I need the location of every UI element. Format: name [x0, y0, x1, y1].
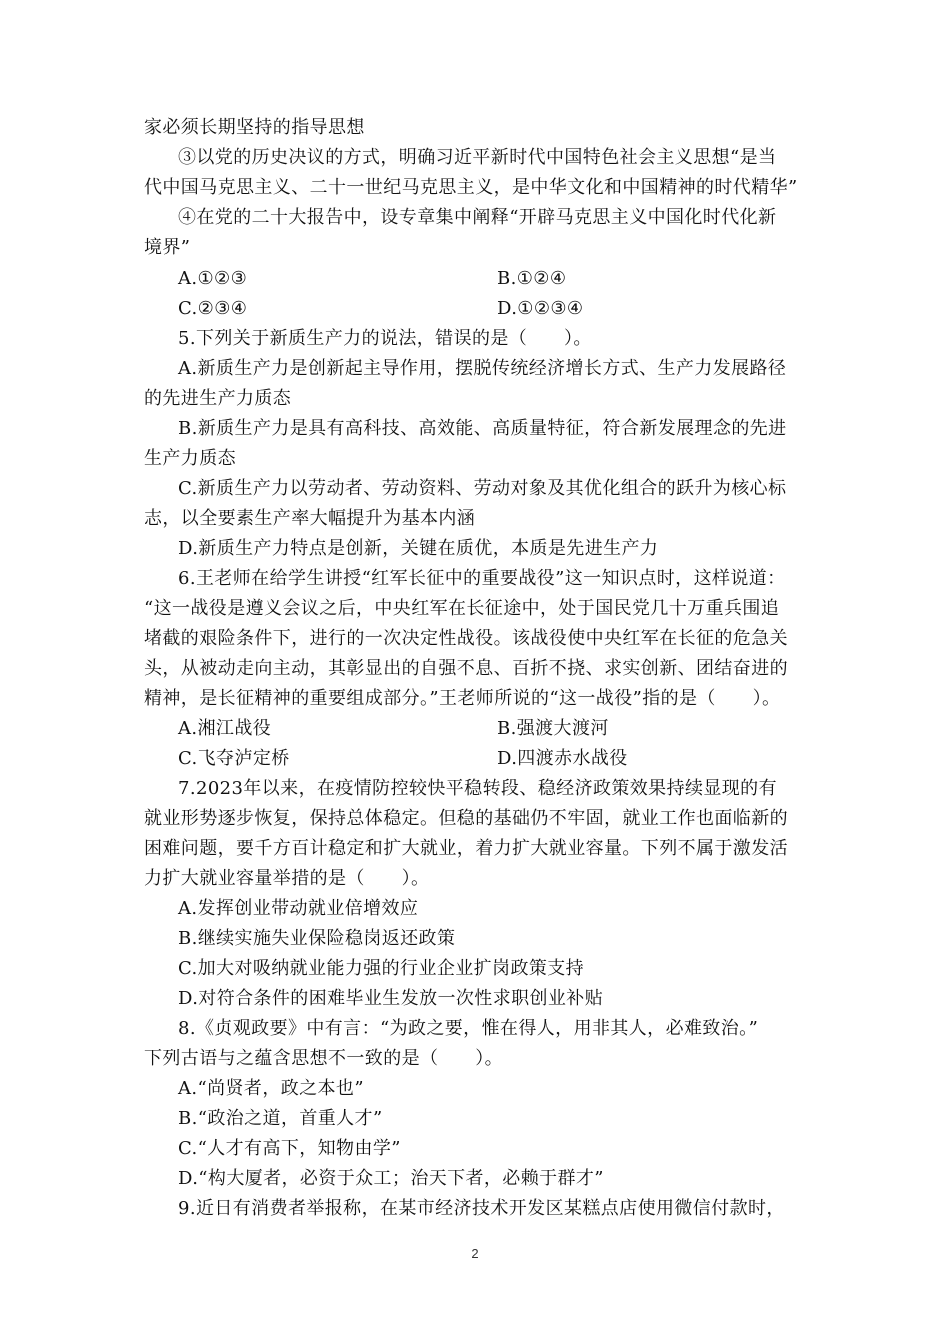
q8-option-b: B.“政治之道，首重人才”: [178, 1108, 383, 1129]
q5-stem: 5.下列关于新质生产力的说法，错误的是（ ）。: [178, 328, 592, 349]
q7-option-c: C.加大对吸纳就业能力强的行业企业扩岗政策支持: [178, 958, 585, 979]
q4-option-b: B.①②④: [497, 268, 567, 289]
q4-option-c: C.②③④: [178, 298, 248, 319]
q5-option-b-cont: 生产力质态: [144, 448, 236, 469]
text-line: 家必须长期坚持的指导思想: [144, 117, 365, 138]
q5-option-a-cont: 的先进生产力质态: [144, 388, 292, 409]
q5-option-d: D.新质生产力特点是创新，关键在质优，本质是先进生产力: [178, 538, 659, 559]
text-line: 代中国马克思主义、二十一世纪马克思主义，是中华文化和中国精神的时代精华”: [144, 177, 798, 198]
q8-option-c: C.“人才有高下，知物由学”: [178, 1138, 401, 1159]
q7-stem-line: 就业形势逐步恢复，保持总体稳定。但稳的基础仍不牢固，就业工作也面临新的: [144, 808, 788, 829]
q7-option-a: A.发挥创业带动就业倍增效应: [178, 898, 419, 919]
q5-option-c: C.新质生产力以劳动者、劳动资料、劳动对象及其优化组合的跃升为核心标: [178, 478, 787, 499]
q5-option-b: B.新质生产力是具有高科技、高效能、高质量特征，符合新发展理念的先进: [178, 418, 787, 439]
q5-option-a: A.新质生产力是创新起主导作用，摆脱传统经济增长方式、生产力发展路径: [178, 358, 787, 379]
q6-stem: 6.王老师在给学生讲授“红军长征中的重要战役”这一知识点时，这样说道：: [178, 568, 786, 589]
text-line: ④在党的二十大报告中，设专章集中阐释“开辟马克思主义中国化时代化新: [178, 207, 777, 228]
text-line: 境界”: [144, 237, 191, 258]
q5-option-c-cont: 志，以全要素生产率大幅提升为基本内涵: [144, 508, 476, 529]
q7-stem-line: 力扩大就业容量举措的是（ ）。: [144, 868, 430, 889]
q8-option-d: D.“构大厦者，必资于众工；治天下者，必赖于群才”: [178, 1168, 604, 1189]
q7-option-b: B.继续实施失业保险稳岗返还政策: [178, 928, 456, 949]
page-number: 2: [471, 1246, 479, 1261]
q4-option-a: A.①②③: [178, 268, 248, 289]
q6-option-a: A.湘江战役: [178, 718, 272, 739]
q6-option-d: D.四渡赤水战役: [497, 748, 628, 769]
q6-stem-line: “这一战役是遵义会议之后，中央红军在长征途中，处于国民党几十万重兵围追: [144, 598, 780, 619]
q8-stem: 8.《贞观政要》中有言：“为政之要，惟在得人，用非其人，必难致治。”: [178, 1018, 759, 1039]
q6-stem-line: 堵截的艰险条件下，进行的一次决定性战役。该战役使中央红军在长征的危急关: [144, 628, 788, 649]
q9-stem: 9.近日有消费者举报称，在某市经济技术开发区某糕点店使用微信付款时，: [178, 1198, 785, 1219]
q6-option-c: C.飞夺泸定桥: [178, 748, 290, 769]
q7-stem: 7.2023年以来，在疫情防控较快平稳转段、稳经济政策效果持续显现的有: [178, 778, 777, 799]
q8-option-a: A.“尚贤者，政之本也”: [178, 1078, 364, 1099]
q6-stem-line: 头，从被动走向主动，其彰显出的自强不息、百折不挠、求实创新、团结奋进的: [144, 658, 788, 679]
text-line: ③以党的历史决议的方式，明确习近平新时代中国特色社会主义思想“是当: [178, 147, 777, 168]
q6-stem-line: 精神，是长征精神的重要组成部分。”王老师所说的“这一战役”指的是（ ）。: [144, 688, 781, 709]
q6-option-b: B.强渡大渡河: [497, 718, 609, 739]
q7-stem-line: 困难问题，要千方百计稳定和扩大就业，着力扩大就业容量。下列不属于激发活: [144, 838, 788, 859]
q7-option-d: D.对符合条件的困难毕业生发放一次性求职创业补贴: [178, 988, 604, 1009]
q4-option-d: D.①②③④: [497, 298, 584, 319]
q8-stem-line: 下列古语与之蕴含思想不一致的是（ ）。: [144, 1048, 503, 1069]
